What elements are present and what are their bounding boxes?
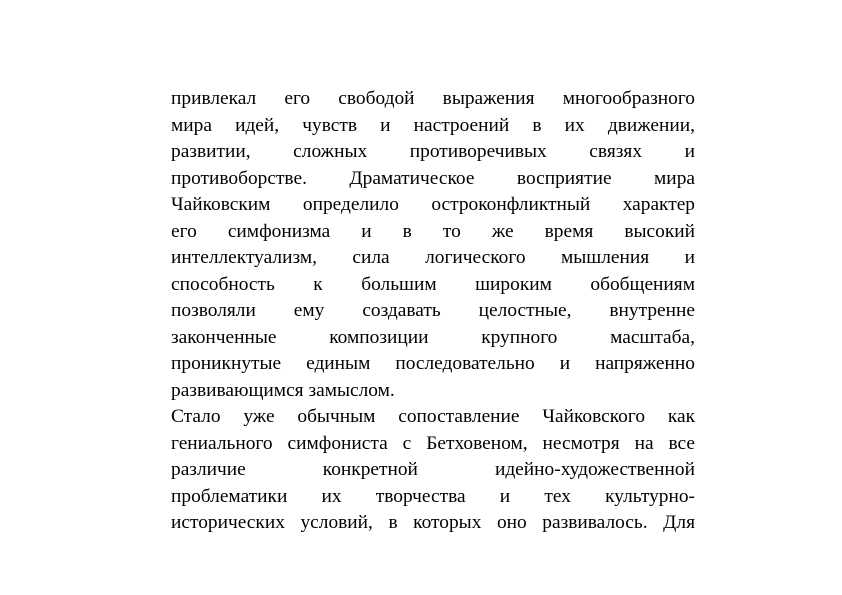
text-line: Чайковским определило остроконфликтный характер (171, 194, 695, 215)
text-line: проблематики их творчества и тех культурно- (171, 485, 695, 507)
text-line: интеллектуализм, сила логического мышления и (171, 247, 695, 268)
text-line: развитии, сложных противоречивых связях и (171, 141, 695, 162)
text-line: привлекал его свободой выражения многообразного (171, 88, 695, 109)
text-line: противоборстве. Драматическое восприятие мира (171, 167, 695, 189)
text-line: развивающимся замыслом. (171, 379, 395, 401)
text-line: его симфонизма и в то же время высокий (171, 220, 695, 242)
text-line: Стало уже обычным сопоставление Чайковского как (171, 406, 695, 427)
text-line: мира идей, чувств и настроений в их движении, (171, 114, 695, 136)
body-text (171, 86, 695, 537)
text-line: гениального симфониста с Бетховеном, несмотря на все (171, 432, 695, 454)
text-line: способность к большим широким обобщениям (171, 273, 695, 295)
text-line: различие конкретной идейно-художественной (171, 459, 695, 480)
text-line: позволяли ему создавать целостные, внутренне (171, 300, 695, 321)
text-line: исторических условий, в которых оно развивалось. Для (171, 512, 695, 533)
text-line: законченные композиции крупного масштаба, (171, 326, 695, 348)
text-line: проникнутые единым последовательно и напряженно (171, 353, 695, 374)
